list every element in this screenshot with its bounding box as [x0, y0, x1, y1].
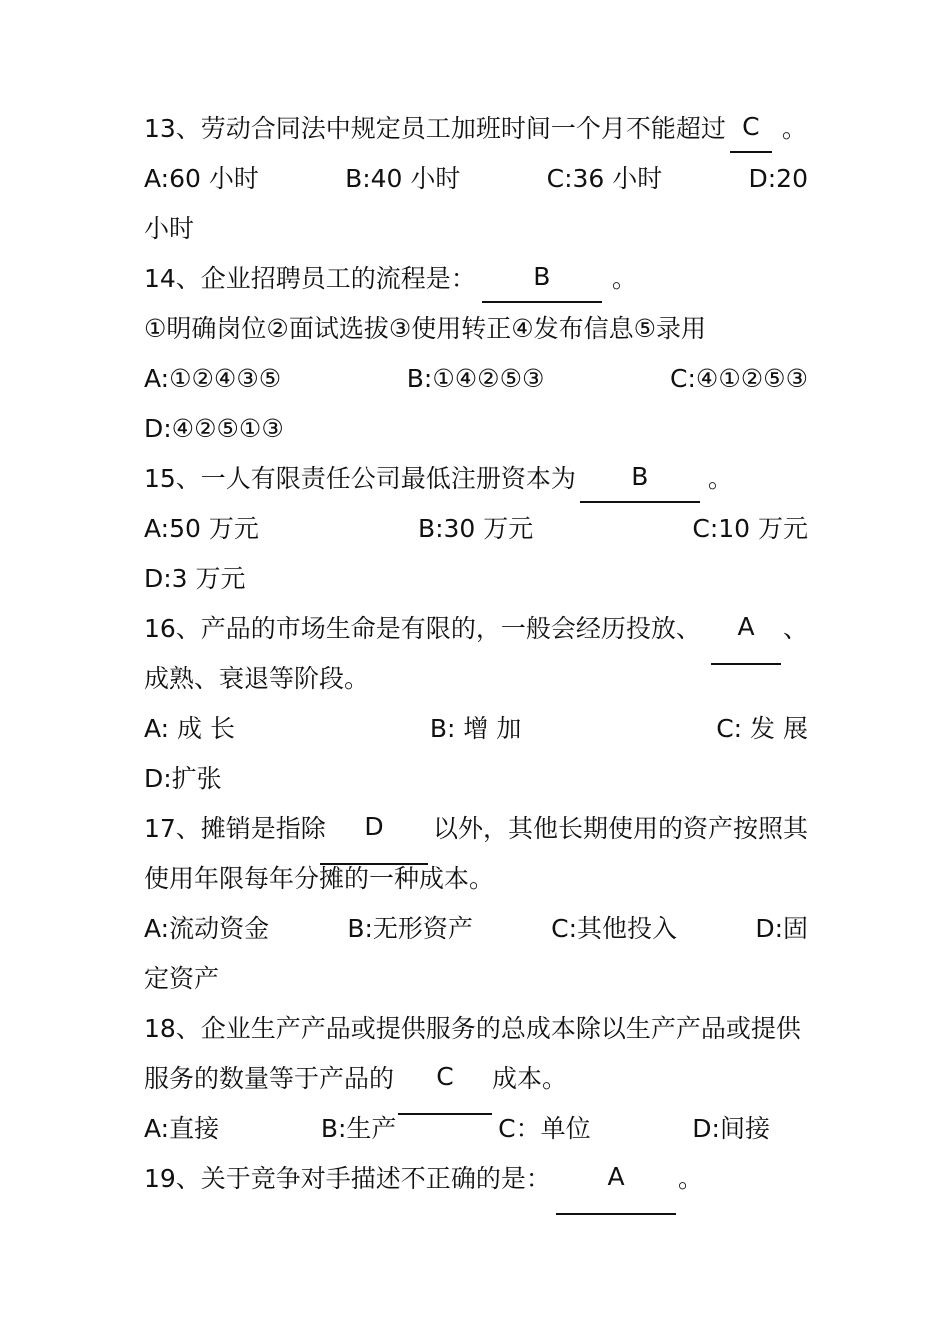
- question-13: [144, 109, 808, 149]
- option-b: B:生产: [320, 1114, 397, 1143]
- option-b: B: 增 加: [429, 714, 522, 743]
- options-row: [144, 359, 808, 399]
- question-text: 19、关于竞争对手描述不正确的是：: [144, 1164, 551, 1193]
- option-b: B:无形资产: [347, 914, 473, 943]
- question-continuation: 成熟、衰退等阶段。: [144, 664, 370, 693]
- options-row: [144, 1109, 770, 1149]
- question-tail: 、: [782, 614, 808, 643]
- option-b: B:①④②⑤③: [406, 364, 545, 393]
- option-c: C:10 万元: [692, 514, 808, 543]
- answer-blank: B: [482, 259, 602, 303]
- question-text: 14、企业招聘员工的流程是：: [144, 264, 476, 293]
- question-tail: 。: [678, 1164, 704, 1193]
- option-d: D:间接: [692, 1114, 770, 1143]
- options-row: [144, 709, 808, 749]
- answer-blank: C: [398, 1059, 492, 1115]
- answer-blank: B: [580, 459, 700, 503]
- option-a: A:50 万元: [144, 514, 259, 543]
- option-a: A: 成 长: [144, 714, 235, 743]
- question-16: [144, 609, 808, 649]
- process-steps: ①明确岗位②面试选拔③使用转正④发布信息⑤录用: [144, 314, 707, 343]
- options-row-continued: 定资产: [144, 964, 220, 993]
- option-c: C:④①②⑤③: [670, 364, 808, 393]
- answer-blank: A: [556, 1159, 676, 1215]
- option-a: A:60 小时: [144, 164, 259, 193]
- options-row: [144, 509, 808, 549]
- option-d: D:20: [748, 164, 808, 193]
- question-14: [144, 259, 808, 299]
- question-tail: 以外，其他长期使用的资产按照其: [432, 814, 808, 843]
- options-row: [144, 159, 808, 199]
- question-17: [144, 809, 808, 849]
- option-a: A:流动资金: [144, 914, 270, 943]
- option-d: D:固: [755, 914, 808, 943]
- answer-blank: C: [730, 109, 772, 153]
- options-row-continued: D:3 万元: [144, 564, 246, 593]
- question-19: [144, 1159, 808, 1199]
- question-continuation: [144, 1059, 808, 1099]
- options-row-continued: D:扩张: [144, 764, 222, 793]
- question-tail: 。: [781, 114, 807, 143]
- options-row: [144, 909, 808, 949]
- answer-blank: A: [711, 609, 781, 665]
- question-tail: 。: [707, 464, 733, 493]
- question-text: 16、产品的市场生命是有限的，一般会经历投放、: [144, 614, 701, 643]
- option-c: C: 发 展: [716, 714, 808, 743]
- option-a: A:①②④③⑤: [144, 364, 282, 393]
- question-tail: 成本。: [492, 1064, 568, 1093]
- question-text: 服务的数量等于产品的: [144, 1064, 395, 1093]
- options-row-continued: D:④②⑤①③: [144, 414, 284, 443]
- options-row-continued: 小时: [144, 214, 195, 243]
- option-c: C：单位: [498, 1114, 591, 1143]
- question-continuation: 使用年限每年分摊的一种成本。: [144, 864, 495, 893]
- question-text: 15、一人有限责任公司最低注册资本为: [144, 464, 576, 493]
- option-b: B:40 小时: [345, 164, 461, 193]
- question-text: 13、劳动合同法中规定员工加班时间一个月不能超过: [144, 114, 726, 143]
- option-b: B:30 万元: [417, 514, 534, 543]
- question-15: [144, 459, 808, 499]
- question-text: 17、摊销是指除: [144, 814, 326, 843]
- option-c: C:其他投入: [551, 914, 678, 943]
- option-a: A:直接: [144, 1114, 220, 1143]
- question-tail: 。: [611, 264, 637, 293]
- question-18: 18、企业生产产品或提供服务的总成本除以生产产品或提供: [144, 1014, 801, 1043]
- option-c: C:36 小时: [546, 164, 663, 193]
- answer-blank: D: [320, 809, 428, 865]
